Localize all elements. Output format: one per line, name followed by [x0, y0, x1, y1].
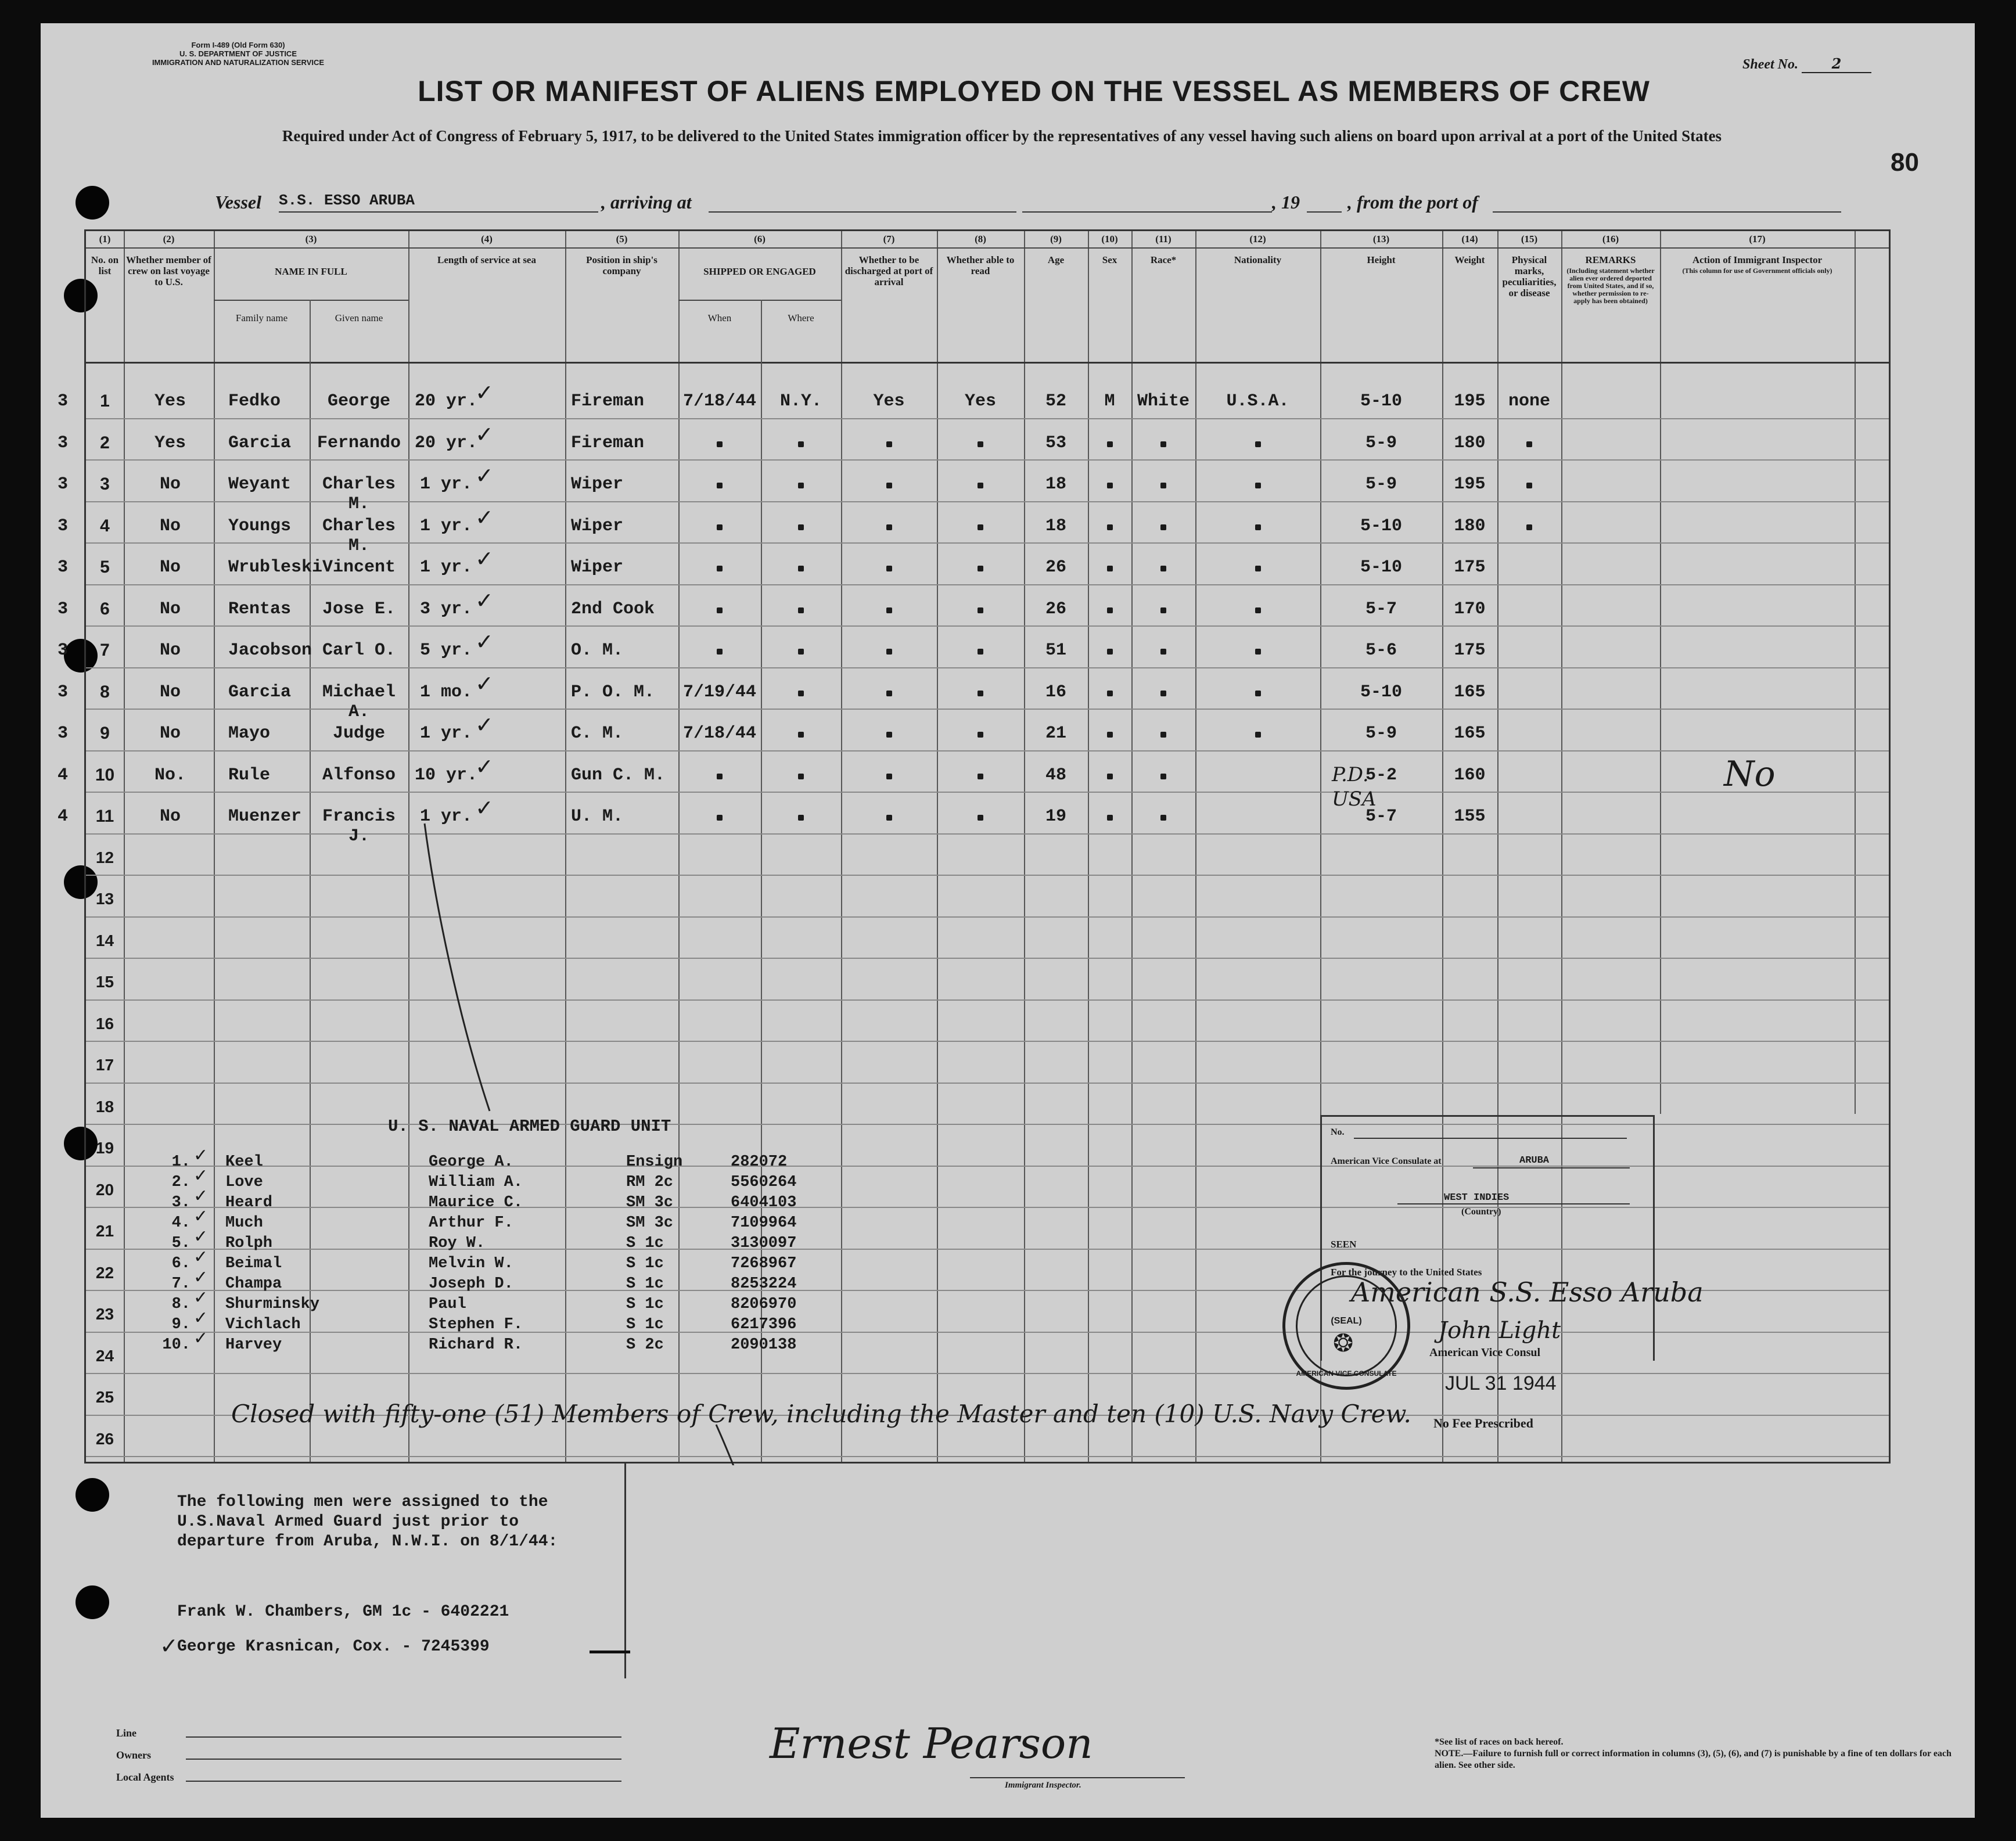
crew-family-name: Rentas — [228, 599, 292, 619]
crew-nationality: U.S.A. — [1226, 391, 1289, 411]
row-prefix: 4 — [57, 807, 68, 826]
navy-member-family: Vichlach — [225, 1316, 301, 1333]
navy-member-given: Roy W. — [429, 1235, 486, 1252]
crew-last-voyage: Yes — [154, 433, 186, 453]
crew-weight: 195 — [1454, 391, 1486, 411]
page-title: LIST OR MANIFEST OF ALIENS EMPLOYED ON THE VESSEL AS MEMBERS OF CREW — [418, 75, 1650, 107]
column-number: (16) — [1602, 233, 1619, 244]
navy-member-service-no: 7268967 — [731, 1255, 797, 1272]
navy-member-family: Love — [225, 1174, 263, 1191]
row-number: 11 — [95, 807, 114, 826]
crew-sex: M — [1104, 391, 1115, 411]
check-mark: ✓ — [475, 587, 494, 613]
column-number: (1) — [99, 233, 111, 244]
form-id-line: U. S. DEPARTMENT OF JUSTICE — [179, 49, 297, 58]
check-mark: ✓ — [193, 1166, 209, 1186]
column-number: (5) — [616, 233, 628, 244]
crew-last-voyage: No. — [154, 765, 186, 785]
footer-labels — [116, 1722, 174, 1788]
column-subheader: Given name — [335, 312, 383, 323]
column-number: (11) — [1155, 233, 1171, 244]
crew-weight: 165 — [1454, 682, 1486, 702]
crew-marks: none — [1508, 391, 1550, 411]
navy-member-family: Rolph — [225, 1235, 273, 1252]
nationality-note: P.D. USA — [1332, 763, 1377, 811]
crew-shipped-when: 7/18/44 — [682, 724, 757, 743]
navy-member-service-no: 8253224 — [731, 1275, 797, 1293]
crew-age: 48 — [1045, 765, 1066, 785]
column-number: (6) — [754, 233, 766, 244]
crew-position: 2nd Cook — [571, 599, 655, 619]
row-number: 4 — [100, 516, 110, 535]
column-number: (15) — [1521, 233, 1538, 244]
crew-age: 26 — [1045, 558, 1066, 577]
navy-member-number: 10. — [162, 1336, 191, 1354]
column-number: (13) — [1372, 233, 1390, 244]
crew-weight: 165 — [1454, 724, 1486, 743]
navy-member-rate: S 2c — [626, 1336, 664, 1354]
crew-age: 26 — [1045, 599, 1066, 619]
crew-last-voyage: No — [159, 682, 181, 702]
check-mark: ✓ — [475, 753, 494, 779]
row-number: 10 — [95, 765, 115, 785]
check-mark: ✓ — [193, 1308, 209, 1328]
navy-member-family: Keel — [225, 1153, 263, 1171]
check-mark: ✓ — [193, 1328, 209, 1349]
row-number: 1 — [100, 391, 110, 411]
assigned-note-box — [84, 1464, 626, 1678]
row-prefix: 3 — [57, 516, 68, 536]
assigned-note-text: The following men were assigned to the U.S.Naval Armed Guard just prior to departure from Aruba, N.W.I. on 8/1/44: — [177, 1493, 558, 1551]
navy-member-given: Maurice C. — [429, 1194, 523, 1211]
navy-member-number: 3. — [171, 1194, 191, 1211]
crew-last-voyage: No — [159, 724, 181, 743]
consul-signature: John Light — [1438, 1317, 1561, 1344]
navy-member-number: 5. — [171, 1235, 191, 1252]
eagle-icon: ❂ — [1333, 1331, 1354, 1357]
row-number: 12 — [95, 848, 114, 866]
column-number: (14) — [1461, 233, 1478, 244]
stamp-region: WEST INDIES — [1444, 1192, 1510, 1203]
check-mark: ✓ — [193, 1288, 209, 1308]
crew-position: C. M. — [571, 724, 624, 743]
stamp-consulate: American Vice Consulate at — [1331, 1156, 1442, 1166]
column-header: Length of service at sea — [437, 254, 536, 265]
crew-height: 5-10 — [1360, 682, 1402, 702]
navy-member-given: Melvin W. — [429, 1255, 513, 1272]
sheet-number-label: Sheet No. — [1742, 57, 1798, 72]
navy-member-family: Harvey — [225, 1336, 282, 1354]
crew-service-length: 3 yr. — [419, 599, 472, 619]
crew-height: 5-6 — [1365, 641, 1397, 660]
agents-label: Local Agents — [116, 1771, 174, 1783]
crew-race: White — [1137, 391, 1190, 411]
navy-member-number: 1. — [171, 1153, 191, 1171]
navy-member-family: Much — [225, 1214, 263, 1232]
crew-table — [57, 229, 1891, 1464]
check-mark: ✓ — [475, 546, 494, 571]
crew-height: 5-7 — [1365, 599, 1397, 619]
navy-member-given: Joseph D. — [429, 1275, 513, 1293]
check-mark: ✓ — [193, 1227, 209, 1247]
navy-member-given: Richard R. — [429, 1336, 523, 1354]
navy-member-rate: S 1c — [626, 1255, 664, 1272]
crew-family-name: Muenzer — [228, 807, 302, 826]
column-number: (9) — [1050, 233, 1062, 244]
inspector-signature: Ernest Pearson — [770, 1719, 1093, 1768]
navy-member-rate: SM 3c — [626, 1194, 674, 1211]
row-prefix: 3 — [57, 682, 68, 702]
inspector-label: Immigrant Inspector. — [1005, 1781, 1081, 1790]
stamp-date: JUL 31 1944 — [1445, 1372, 1557, 1394]
crew-given-name: Francis J. — [322, 807, 396, 846]
column-header: SHIPPED OR ENGAGED — [703, 266, 816, 277]
row-prefix: 3 — [57, 558, 68, 577]
nota-note: NOTE.—Failure to furnish full or correct information in columns (3), (5), (6), and (7) is punishable by a fine of ten dollars for each alien. See other side. — [1435, 1749, 1952, 1770]
crew-given-name: Charles M. — [322, 516, 396, 556]
column-header: NAME IN FULL — [275, 266, 347, 277]
navy-member-family: Heard — [225, 1194, 273, 1211]
crew-service-length: 5 yr. — [419, 641, 472, 660]
crew-shipped-where: N.Y. — [779, 391, 822, 411]
navy-member-service-no: 6404103 — [731, 1194, 797, 1211]
crew-family-name: Jacobson — [228, 641, 312, 660]
crew-weight: 160 — [1454, 765, 1486, 785]
row-number: 17 — [95, 1056, 114, 1074]
column-header: Race* — [1150, 254, 1177, 265]
stamp-country-label: (Country) — [1461, 1207, 1501, 1217]
column-number: (2) — [163, 233, 175, 244]
row-number: 24 — [95, 1346, 114, 1365]
row-prefix: 3 — [57, 641, 68, 660]
crew-weight: 195 — [1454, 474, 1486, 494]
check-mark: ✓ — [193, 1186, 209, 1206]
navy-member-service-no: 3130097 — [731, 1235, 797, 1252]
column-number: (10) — [1101, 233, 1118, 244]
crew-service-length: 1 yr. — [419, 474, 472, 494]
check-mark: ✓ — [475, 670, 494, 696]
crew-family-name: Mayo — [228, 724, 271, 743]
column-subheader: Where — [788, 312, 814, 323]
crew-height: 5-2 — [1365, 765, 1397, 785]
crew-last-voyage: No — [159, 516, 181, 536]
column-header: Whether to be discharged at port of arrival — [845, 254, 933, 287]
race-note: *See list of races on back hereof. — [1435, 1737, 1564, 1747]
column-number: (12) — [1249, 233, 1266, 244]
crew-given-name: Alfonso — [322, 765, 396, 785]
stamp-location: ARUBA — [1519, 1155, 1550, 1166]
crew-height: 5-9 — [1365, 724, 1397, 743]
crew-discharged: Yes — [873, 391, 905, 411]
row-number: 15 — [95, 973, 114, 991]
check-mark: ✓ — [475, 712, 494, 738]
navy-member-service-no: 2090138 — [731, 1336, 797, 1354]
crew-given-name: George — [327, 391, 391, 411]
crew-position: P. O. M. — [571, 682, 655, 702]
crew-height: 5-7 — [1365, 807, 1397, 826]
column-header: Nationality — [1234, 254, 1282, 265]
row-prefix: 3 — [57, 474, 68, 494]
crew-last-voyage: No — [159, 558, 181, 577]
navy-member-rate: S 1c — [626, 1235, 664, 1252]
punch-hole — [76, 186, 109, 220]
check-mark: ✓ — [475, 629, 494, 655]
check-mark: ✓ — [475, 795, 494, 821]
check-mark: ✓ — [193, 1267, 209, 1288]
column-header: Whether member of crew on last voyage to U.S. — [126, 254, 211, 287]
row-number: 18 — [95, 1097, 114, 1116]
navy-member-rate: Ensign — [626, 1153, 683, 1171]
column-subheader: When — [707, 312, 732, 323]
column-note: (Including statement whether alien ever ordered deported from United States, and if so, whether permission to re-apply has been obtained) — [1566, 267, 1655, 305]
year-label: , 19 — [1272, 192, 1300, 213]
row-number: 22 — [95, 1263, 114, 1282]
row-number: 19 — [95, 1139, 114, 1157]
crew-family-name: Fedko — [228, 391, 281, 411]
crew-service-length: 20 yr. — [414, 391, 478, 411]
stamp-no-label: No. — [1331, 1127, 1345, 1137]
stamp-journey: For the journey to the United States — [1331, 1267, 1482, 1278]
seal-text: AMERICAN VICE CONSULATE — [1296, 1369, 1397, 1378]
navy-member-number: 7. — [171, 1275, 191, 1293]
check-mark: ✓ — [475, 463, 494, 488]
crew-last-voyage: No — [159, 807, 181, 826]
crew-last-voyage: No — [159, 599, 181, 619]
crew-height: 5-9 — [1365, 474, 1397, 494]
crew-height: 5-10 — [1360, 516, 1402, 536]
row-number: 9 — [100, 724, 110, 743]
navy-member-family: Beimal — [225, 1255, 282, 1272]
column-header: Physical marks, peculiarities, or disease — [1502, 254, 1557, 299]
check-mark: ✓ — [193, 1247, 209, 1267]
check-mark: ✓ — [475, 504, 494, 530]
port-label: , from the port of — [1347, 192, 1478, 213]
navy-member-service-no: 7109964 — [731, 1214, 797, 1232]
crew-shipped-when: 7/19/44 — [682, 682, 757, 702]
row-prefix: 3 — [57, 724, 68, 743]
crew-last-voyage: No — [159, 474, 181, 494]
check-mark: ✓ — [475, 421, 494, 447]
navy-member-service-no: 5560264 — [731, 1174, 797, 1191]
arriving-label: , arriving at — [601, 192, 692, 213]
navy-member-given: George A. — [429, 1153, 513, 1171]
row-number: 8 — [100, 682, 110, 702]
crew-given-name: Michael A. — [322, 682, 396, 722]
crew-service-length: 1 mo. — [419, 682, 472, 702]
crew-age: 18 — [1045, 516, 1066, 536]
navy-member-number: 2. — [171, 1174, 191, 1191]
crew-position: Wiper — [571, 516, 624, 536]
navy-member-service-no: 282072 — [731, 1153, 788, 1171]
row-prefix: 4 — [57, 765, 68, 785]
row-number: 2 — [100, 433, 110, 452]
column-header: Action of Immigrant Inspector — [1692, 254, 1823, 265]
crew-age: 53 — [1045, 433, 1066, 453]
crew-given-name: Jose E. — [322, 599, 396, 619]
column-header: Age — [1047, 254, 1065, 265]
crew-age: 51 — [1045, 641, 1066, 660]
crew-given-name: Carl O. — [322, 641, 396, 660]
crew-weight: 175 — [1454, 558, 1486, 577]
vessel-line — [215, 192, 1841, 215]
page-subtitle: Required under Act of Congress of February 5, 1917, to be delivered to the United States immigration officer by the representatives of any vessel having such aliens on board upon arrival at a port of the United States — [282, 127, 1722, 145]
column-header: Height — [1367, 254, 1396, 265]
column-header: REMARKS — [1585, 254, 1636, 265]
row-number: 20 — [95, 1180, 114, 1199]
crew-able-to-read: Yes — [964, 391, 996, 411]
crew-age: 52 — [1045, 391, 1066, 411]
crew-given-name: Fernando — [317, 433, 401, 453]
crew-family-name: Garcia — [228, 682, 292, 702]
manifest-sheet — [41, 23, 1975, 1818]
row-number: 7 — [100, 641, 110, 660]
seal-center: (SEAL) — [1331, 1316, 1362, 1326]
vessel-value: S.S. ESSO ARUBA — [279, 192, 415, 209]
crew-family-name: Youngs — [228, 516, 292, 536]
form-id-line: Form I-489 (Old Form 630) — [191, 41, 285, 49]
owners-label: Owners — [116, 1749, 151, 1761]
consulate-seal — [1282, 1262, 1410, 1390]
row-number: 23 — [95, 1305, 114, 1323]
crew-weight: 155 — [1454, 807, 1486, 826]
crew-position: Wiper — [571, 474, 624, 494]
crew-family-name: Weyant — [228, 474, 292, 494]
crew-height: 5-10 — [1360, 391, 1402, 411]
crew-age: 21 — [1045, 724, 1066, 743]
crew-given-name: Judge — [332, 724, 385, 743]
navy-member-given: Paul — [429, 1296, 466, 1313]
navy-member-service-no: 6217396 — [731, 1316, 797, 1333]
crew-position: U. M. — [571, 807, 624, 826]
navy-member-family: Champa — [225, 1275, 282, 1293]
crew-position: Fireman — [571, 433, 645, 453]
crew-last-voyage: Yes — [154, 391, 186, 411]
column-header: No. on list — [91, 254, 119, 276]
column-header: Weight — [1454, 254, 1485, 265]
crew-given-name: Vincent — [322, 558, 396, 577]
navy-member-rate: SM 3c — [626, 1214, 674, 1232]
navy-member-number: 6. — [171, 1255, 191, 1272]
row-number: 5 — [100, 558, 110, 577]
form-id — [116, 41, 360, 67]
column-header: Sex — [1102, 254, 1117, 265]
sheet-number — [1742, 55, 1871, 73]
row-number: 26 — [95, 1429, 114, 1448]
crew-weight: 170 — [1454, 599, 1486, 619]
navy-member-given: Arthur F. — [429, 1214, 513, 1232]
crew-last-voyage: No — [159, 641, 181, 660]
row-number: 3 — [100, 474, 110, 494]
check-mark: ✓ — [475, 380, 494, 405]
check-mark: ✓ — [193, 1145, 209, 1166]
crew-weight: 180 — [1454, 433, 1486, 453]
crew-position: Fireman — [571, 391, 645, 411]
column-number: (7) — [883, 233, 895, 244]
column-header: Whether able to read — [946, 254, 1015, 276]
crew-service-length: 1 yr. — [419, 724, 472, 743]
column-note: (This column for use of Government officials only) — [1682, 267, 1832, 275]
crew-service-length: 1 yr. — [419, 516, 472, 536]
crew-weight: 175 — [1454, 641, 1486, 660]
navy-member-number: 4. — [171, 1214, 191, 1232]
check-mark: ✓ — [160, 1633, 178, 1659]
crew-shipped-when: 7/18/44 — [682, 391, 757, 411]
crew-position: O. M. — [571, 641, 624, 660]
navy-member-rate: S 1c — [626, 1316, 664, 1333]
navy-member-rate: S 1c — [626, 1296, 664, 1313]
navy-member-rate: S 1c — [626, 1275, 664, 1293]
column-number: (4) — [481, 233, 493, 244]
crew-height: 5-10 — [1360, 558, 1402, 577]
assigned-man: George Krasnican, Cox. - 7245399 — [177, 1638, 490, 1656]
vessel-label: Vessel — [215, 192, 261, 213]
crew-height: 5-9 — [1365, 433, 1397, 453]
row-prefix: 3 — [57, 433, 68, 453]
column-subheader: Family name — [235, 312, 288, 323]
crew-service-length: 20 yr. — [414, 433, 478, 453]
remarks-note: No — [1724, 754, 1776, 794]
row-number: 6 — [100, 599, 110, 619]
crew-service-length: 10 yr. — [414, 765, 478, 785]
row-number: 16 — [95, 1014, 114, 1033]
crew-age: 18 — [1045, 474, 1066, 494]
navy-member-given: William A. — [429, 1174, 523, 1191]
row-prefix: 3 — [57, 391, 68, 411]
stamp-fee: No Fee Prescribed — [1433, 1416, 1533, 1430]
check-mark: ✓ — [193, 1206, 209, 1227]
crew-service-length: 1 yr. — [419, 807, 472, 826]
crew-age: 16 — [1045, 682, 1066, 702]
navy-member-service-no: 8206970 — [731, 1296, 797, 1313]
crew-age: 19 — [1045, 807, 1066, 826]
navy-member-rate: RM 2c — [626, 1174, 674, 1191]
line-label: Line — [116, 1727, 137, 1739]
footer-notes — [1435, 1736, 1957, 1771]
crew-weight: 180 — [1454, 516, 1486, 536]
stamp-vessel-handwritten: American S.S. Esso Aruba — [1351, 1277, 1704, 1308]
crew-given-name: Charles M. — [322, 474, 396, 514]
navy-member-given: Stephen F. — [429, 1316, 523, 1333]
column-number: (17) — [1749, 233, 1766, 244]
crew-service-length: 1 yr. — [419, 558, 472, 577]
column-header: Position in ship's company — [586, 254, 657, 276]
row-number: 21 — [95, 1222, 114, 1240]
row-number: 14 — [95, 931, 114, 950]
crew-position: Gun C. M. — [571, 765, 666, 785]
navy-member-family: Shurminsky — [225, 1296, 320, 1313]
navy-unit-title: U. S. NAVAL ARMED GUARD UNIT — [388, 1117, 671, 1136]
navy-member-number: 8. — [171, 1296, 191, 1313]
assigned-man: Frank W. Chambers, GM 1c - 6402221 — [177, 1603, 509, 1621]
navy-member-number: 9. — [171, 1316, 191, 1333]
stamp-seen: SEEN — [1331, 1239, 1357, 1250]
crew-family-name: Garcia — [228, 433, 292, 453]
sheet-number-value: 2 — [1802, 55, 1871, 73]
column-number: (8) — [975, 233, 986, 244]
form-id-line: IMMIGRATION AND NATURALIZATION SERVICE — [152, 58, 325, 67]
crew-family-name: Rule — [228, 765, 271, 785]
crew-family-name: Wrubleski — [228, 558, 323, 577]
row-number: 25 — [95, 1388, 114, 1406]
page-number: 80 — [1891, 148, 1919, 177]
column-number: (3) — [305, 233, 317, 244]
row-number: 13 — [95, 890, 114, 908]
consul-title: American Vice Consul — [1429, 1346, 1541, 1359]
row-prefix: 3 — [57, 599, 68, 619]
closing-statement: Closed with fifty-one (51) Members of Crew, including the Master and ten (10) U.S. Navy Crew. — [231, 1400, 1411, 1428]
crew-position: Wiper — [571, 558, 624, 577]
